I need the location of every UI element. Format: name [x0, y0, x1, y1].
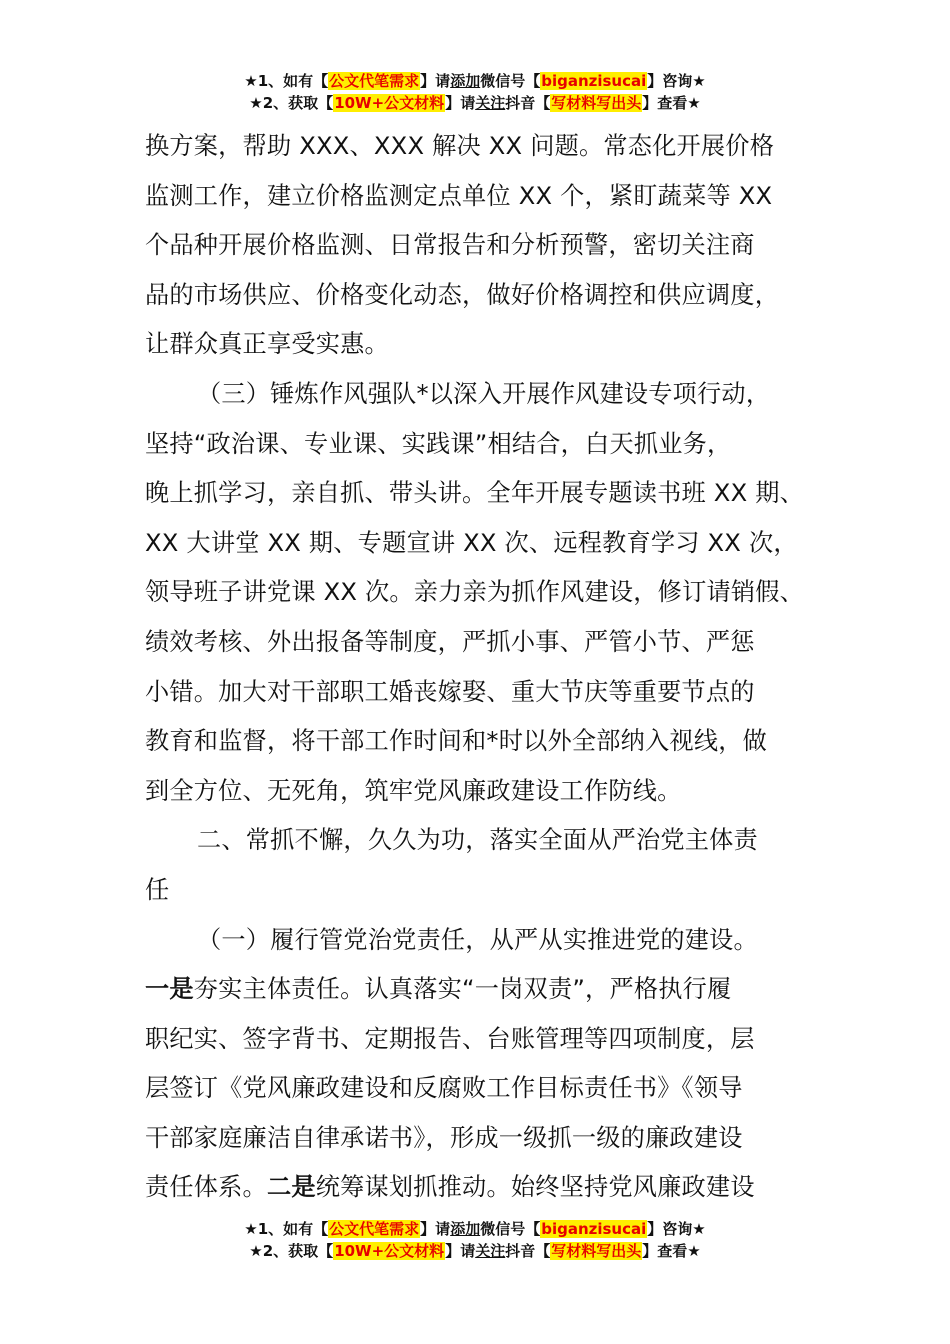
banner-underlined: 添加	[450, 72, 481, 90]
chapter-heading: 二、常抓不懈，久久为功，落实全面从严治党主体责	[197, 826, 758, 855]
body-line: 教育和监督，将干部工作时间和*时以外全部纳入视线，做	[145, 727, 767, 756]
banner-text: 】咨询★	[647, 1220, 706, 1238]
body-line: 换方案，帮助 XXX、XXX 解决 XX 问题。常态化开展价格	[145, 132, 775, 160]
banner-line-2	[0, 92, 950, 114]
body-line: 干部家庭廉洁自律承诺书》，形成一级抓一级的廉政建设	[145, 1123, 743, 1152]
body-line: 品的市场供应、价格变化动态，做好价格调控和供应调度，	[145, 280, 780, 309]
banner-highlight: biganzisucai	[541, 1220, 647, 1238]
body-line: XX 大讲堂 XX 期、专题宣讲 XX 次、远程教育学习 XX 次，	[145, 528, 798, 557]
section-heading: （三）锤炼作风强队*以深入开展作风建设专项行动，	[197, 379, 771, 408]
body-line-text: 统筹谋划抓推动。始终坚持党风廉政建设	[315, 1173, 755, 1202]
footer-banner	[0, 1218, 950, 1262]
banner-text: 】咨询★	[647, 72, 706, 90]
banner-highlight: biganzisucai	[541, 72, 647, 90]
bold-marker: 一是	[145, 975, 194, 1004]
body-line-text: 责任体系。	[145, 1173, 267, 1202]
banner-text: ★1、如有【	[244, 1220, 329, 1238]
banner-underlined: 关注	[475, 1242, 506, 1260]
banner-text: 】请	[420, 72, 451, 90]
banner-text: 微信号【	[480, 72, 541, 90]
banner-text: 】请	[420, 1220, 451, 1238]
document-body	[145, 122, 825, 1213]
banner-text: ★1、如有【	[244, 72, 329, 90]
body-line: 个品种开展价格监测、日常报告和分析预警，密切关注商	[145, 231, 755, 260]
section-heading: （一）履行管党治党责任，从严从实推进党的建设。	[197, 925, 758, 954]
banner-text: ★2、获取【	[249, 1242, 334, 1260]
banner-line-1	[0, 70, 950, 92]
banner-line-2	[0, 1240, 950, 1262]
banner-text: ★2、获取【	[249, 94, 334, 112]
body-line: 晚上抓学习，亲自抓、带头讲。全年开展专题读书班 XX 期、	[145, 479, 805, 508]
banner-text: 微信号【	[480, 1220, 541, 1238]
banner-highlight: 公文代笔需求	[329, 1220, 420, 1238]
body-line: 小错。加大对干部职工婚丧嫁娶、重大节庆等重要节点的	[145, 677, 755, 706]
banner-text: 抖音【	[505, 94, 551, 112]
banner-text: 】查看★	[642, 1242, 701, 1260]
body-line: 坚持“政治课、专业课、实践课”相结合，白天抓业务，	[145, 429, 732, 458]
banner-highlight: 10W+公文材料	[334, 1242, 445, 1260]
banner-text: 】请	[445, 1242, 476, 1260]
banner-text: 抖音【	[505, 1242, 551, 1260]
bold-marker: 二是	[266, 1173, 316, 1202]
body-line: 监测工作，建立价格监测定点单位 XX 个，紧盯蔬菜等 XX	[145, 181, 773, 210]
body-line	[145, 1163, 825, 1213]
header-banner	[0, 70, 950, 114]
body-line: 职纪实、签字背书、定期报告、台账管理等四项制度，层	[145, 1024, 755, 1053]
banner-text: 】查看★	[642, 94, 701, 112]
banner-highlight: 公文代笔需求	[329, 72, 420, 90]
banner-highlight: 写材料写出头	[551, 94, 642, 112]
body-line: 让群众真正享受实惠。	[145, 330, 389, 359]
banner-underlined: 添加	[450, 1220, 481, 1238]
banner-line-1	[0, 1218, 950, 1240]
body-line: 层签订《党风廉政建设和反腐败工作目标责任书》《领导	[145, 1074, 743, 1103]
body-line: 领导班子讲党课 XX 次。亲力亲为抓作风建设，修订请销假、	[145, 578, 805, 607]
banner-highlight: 写材料写出头	[551, 1242, 642, 1260]
banner-text: 】请	[445, 94, 476, 112]
body-line	[145, 965, 825, 1015]
banner-highlight: 10W+公文材料	[334, 94, 445, 112]
body-line-text: 夯实主体责任。认真落实“一岗双责”，严格执行履	[193, 975, 732, 1004]
body-line: 绩效考核、外出报备等制度，严抓小事、严管小节、严惩	[145, 627, 755, 656]
body-line: 到全方位、无死角，筑牢党风廉政建设工作防线。	[145, 776, 682, 805]
body-line: 任	[145, 875, 170, 904]
banner-underlined: 关注	[475, 94, 506, 112]
